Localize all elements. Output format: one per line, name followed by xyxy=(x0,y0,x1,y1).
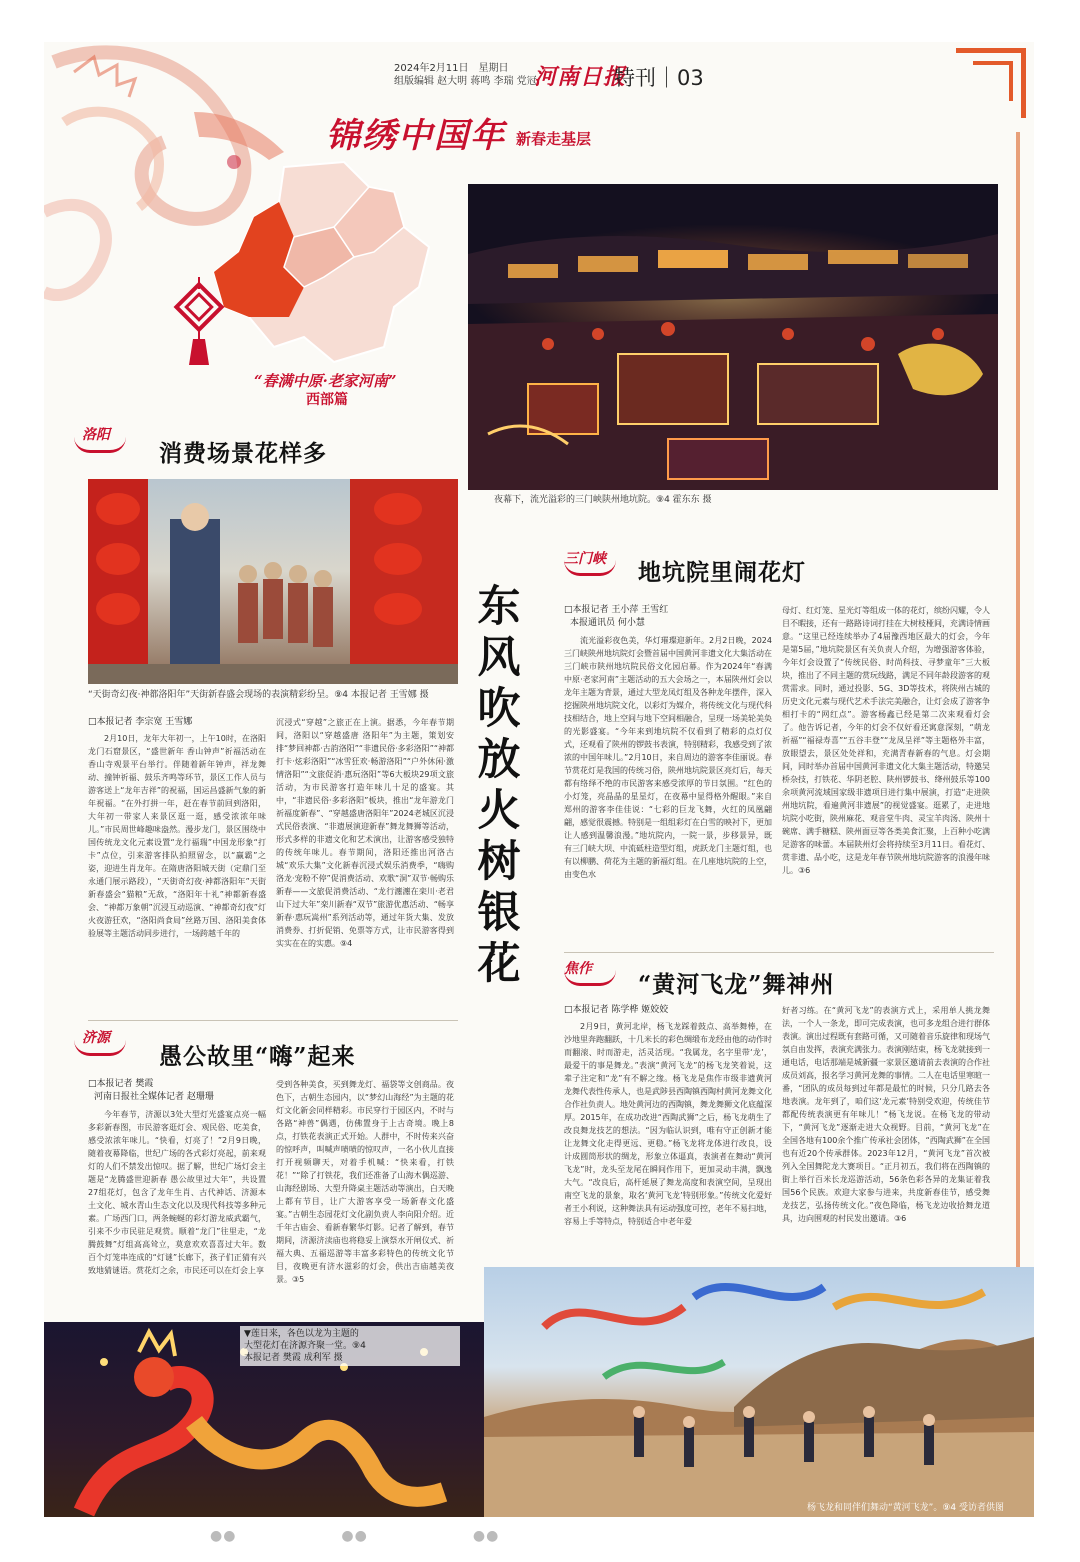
jiyuan-caption-block xyxy=(240,1326,460,1366)
jiyuan-text-col2: 受到各种美食，买到舞龙灯、福袋等文创商品。夜色下，古朝生态园内，以“梦幻山海经”为主题的花灯文化新会同样精彩。市民穿行于园区内，不时与各路“神兽”偶遇，仿佛置身于上古奇境。晚上8点，打铁花表演正式开始。人群中，不时传来兴奋的惊呼声，叫喊声啧啧的惊叹声，一名小伙儿直接打开视频聊天，对着手机喊：“快来看，打铁花！”“除了打铁花，我们还准备了山海木偶巡游、山海经剧场、大型升降桌主题活动等演出，白天晚上都有节目，让广大游客享受一场新春文化盛宴。”古朝生态园花灯文化副负责人李向阳介绍。近千年古庙会、看新春繁华灯影。记者了解到，春节期间，济源济渎庙也将稳妥上演祭水开闸仪式、祈福大典、五福巡游等丰富多彩特色的传统文化节目，夜晚更有济水滋彩的灯会，供出吉庙越美夜景。③5 xyxy=(276,1080,454,1284)
chinese-knot-icon xyxy=(169,277,229,367)
section-label: 特刊｜03 xyxy=(614,66,704,90)
sanmenxia-badge: 三门峡 xyxy=(564,551,606,567)
feature-slogan-sub: 西部篇 xyxy=(306,392,348,408)
luoyang-photo xyxy=(88,479,458,684)
jiyuan-caption-line2: 大型花灯在济源齐聚一堂。⑨4 xyxy=(244,1341,366,1351)
newspaper-page xyxy=(44,42,1034,1517)
page-footer-dots: ●● ●● ●● xyxy=(210,1528,500,1544)
sanmenxia-title: 地坑院里闹花灯 xyxy=(638,559,806,586)
jiyuan-text-col1: 今年春节，济源以3处大型灯光盛宴点亮一幅多彩新春图，市民游客逛灯会、观民俗、吃美食，感受浓浓年味儿。“快看，灯亮了！”2月9日晚，随着夜幕降临，世纪广场的各式彩灯亮起，前来观灯的人们不禁发出惊叹。据了解，世纪广场灯会主题是“龙腾盛世迎新春 愚公故里过大年”，共设置27组花灯，包含了龙年生肖、古代神话、济源本土文化、城水青山生态文化以及现代科技等多种元素。广场西门口，两条蜿蜒的彩灯游龙威武霸气，引来不少市民驻足观赏。顺着“龙门”往里走，“龙腾鼓舞”灯组高高耸立，莫意欢欢喜喜过大年。数百个灯笼串连成的“灯谜”长廊下，孩子们正猜有兴致地猜谜语。赏花灯之余，市民还可以在灯会上享 xyxy=(88,1110,266,1275)
night-lanterns-illustration-icon xyxy=(468,184,998,490)
henan-map-icon xyxy=(194,157,434,367)
cloud-ornament-icon xyxy=(74,437,126,453)
vertical-headline: 东风吹放 火树银花 xyxy=(477,582,564,989)
jiyuan-badge: 济源 xyxy=(82,1030,110,1046)
luoyang-text-col2: 沉浸式“穿越”之旅正在上演。据悉，今年春节期间，洛阳以“穿越盛唐 洛阳年”为主题，策划安排“梦回神都·古韵洛阳”“非遗民俗·多彩洛阳”“神都打卡·炫彩洛阳”“冰雪狂欢·畅游洛阳”“户外休闲·激情洛阳”“文旅促消·惠玩洛阳”等6大板块29项文旅活动，为市民游客打造年味儿十足的盛宴。其中，“非遗民俗·多彩洛阳”板块，推出“龙年游龙门 祈福度新春”、“穿越盛唐洛阳年”2024老城区沉浸式民俗表演、“非遗展演迎新春”舞龙舞狮等活动，形式多样的非遗文化和艺术演出，让游客感受独特的传统年味儿。春节期间，洛阳还推出河洛古城“欢乐大集”文化新春沉浸式娱乐消费季，“嗨购洛龙·宠粉不停”促消费活动、欢歌“洞”双节·畅购乐新春——文旅促消费活动、“龙行瀍瀍在栾川·老君山下过大年”栾川新春“双节”旅游优惠活动、“畅享新春·惠玩嵩州”系列活动等，通过年货大集、发放消费券、打折促销、免票等方式，让市民游客得到实实在在的实惠。⑨4 xyxy=(276,718,454,948)
jiyuan-byline1: □本报记者 樊霞 xyxy=(88,1079,154,1089)
section-divider xyxy=(88,1020,458,1021)
feature-slogan: “春满中原·老家河南” xyxy=(254,372,397,390)
jiaozuo-badge: 焦作 xyxy=(564,961,592,977)
hero-photo-dikengyuan xyxy=(468,184,998,490)
jiyuan-caption-line1: ▼莲日来，各色以龙为主题的 xyxy=(244,1329,359,1339)
frame-corner-decoration xyxy=(956,48,1026,118)
cloud-ornament-icon xyxy=(564,560,616,576)
luoyang-badge: 洛阳 xyxy=(82,427,110,443)
feature-subtitle: 新春走基层 xyxy=(516,130,592,148)
jiaozuo-caption: 杨飞龙和同伴们舞动“黄河飞龙”。⑨4 受访者供图 xyxy=(807,1503,1004,1513)
sanmenxia-byline1: □本报记者 王小萍 王雪红 xyxy=(564,605,669,615)
jiyuan-title: 愚公故里“嗨”起来 xyxy=(159,1043,356,1070)
jiaozuo-text-col1: 2月9日，黄河北岸，杨飞龙踩着鼓点、高举舞棒，在沙地里奔跑翻跃，十几米长的彩色绸缎布龙经由他的动作时而翻滚、时而游走，活灵活现。“我属龙，名字里带‘龙’，最爱干的事是舞龙。”表演“黄河飞龙”的杨飞龙笑着说，这辈子注定和“龙”有不解之缘。杨飞龙是焦作市级非遗黄河龙舞代表性传承人，也是武陟县西陶镇西陶村黄河龙舞文化合作社负责人。地处黄河边的西陶镇，舞龙舞狮文化底蕴深厚。2015年，在成功改进“西陶武狮”之后，杨飞龙萌生了改良舞龙技艺的想法。“因为临认识到，唯有守正创新才能让龙舞文化走得更远、更稳。”杨飞龙将龙体进行改良，设计成圆筒形状的绸龙，形象立体逼真，表演者在舞动“黄河飞龙”时，龙头至龙尾在瞬间作用下，更加灵动丰满，飘逸大气。“改良后，高杆延展了舞龙高度和表演空间，呈现出南空飞龙的景象，取名‘黄河飞龙’特别形象。”传统文化爱好者王小利说，这种舞法具有运动强度可控，老年不易扫地，容易上手等特点，特别适合中老年爱 xyxy=(564,1022,772,1226)
hero-caption: 夜幕下，流光溢彩的三门峡陕州地坑院。⑨4 霍东东 摄 xyxy=(494,495,712,505)
dragon-dance-illustration-icon xyxy=(484,1267,1034,1517)
issue-date: 2024年2月11日 星期日 xyxy=(394,63,509,74)
jiaozuo-text-col2: 好者习练。在“黄河飞龙”的表演方式上，采用单人挑龙舞法，一个人一条龙，即可完成表演，也可多龙组合进行群体表演。演出过程既有套路可循，又可随着音乐旋律和现场气氛自由发挥，表演充满张力。表演刚结束，杨飞龙就接到一通电话，电话那端是城新疆一家景区邀请前去表演的合作社成员刘高，报名学习黄河龙舞的事情。二人在电话里寒暄一番，“团队的成员每到过年都是最忙的时候，只分几路去各地表演。龙年到了，咱们这‘龙元素’特别受欢迎，传统佳节都配传统表演更有年味儿！”杨飞龙说。在杨飞龙的带动下，“黄河飞龙”逐渐走进大众视野。目前，“黄河飞龙”在全国各地有100余个推广传承社会团体，“西陶武狮”在全国也有近20个传承群体。2023年12月，“黄河飞龙”首次被列入全国舞陀龙大赛项目。“正月初五，我们将在西陶镇的街上举行百米长龙巡游活动，56条色彩各异的龙集证着我国56个民族。欢迎大家参与进来，共度新春佳节，感受舞龙技艺，弘扬传统文化。”夜色降临，杨飞龙边收拾舞龙道具，边向围观的村民发出邀请。③6 xyxy=(782,1006,990,1223)
cloud-ornament-icon xyxy=(74,1040,126,1056)
newspaper-logo: 河南日报 xyxy=(534,64,627,90)
jiaozuo-title: “黄河飞龙”舞神州 xyxy=(638,971,835,998)
sanmenxia-text-col2: 母灯、红灯笼、星光灯等组成一体的花灯，缤纷闪耀，令人目不暇接，还有一路路诗词打挂在大树枝桠间，充满诗情画意。“这里已经连续举办了4届豫西地区最大的灯会，今年是第5届，”地坑院景区有关负责人介绍，为增强游客体验，今年灯会设置了“传统民俗、时尚科技、寻梦童年”三大板块，推出了不同主题的赏玩线路，满足不同年龄段游客的观赏需求。同时，通过投影、5G、3D等技术，将陕州古城的历史文化元素与现代艺术手法完美融合，让灯会成了游客争相打卡的“网红点”。游客杨鑫已经是第二次来观看灯会了。他告诉记者，今年的灯会不仅好看还寓意深刻，“萌龙祈福”“福禄寿喜”“五谷丰登”“龙凤呈祥”等主题格外丰富，放眼望去，景区处处祥和，充满青春新春的气息。灯会期间，同时举办首届中国黄河非遗文化大集主题活动，特邀吴桥杂技，打铁花、华阴老腔、陕州锣鼓书、绛州鼓乐等100余项黄河流域国家级非遗项目进行集中展演，打造“走进陕州地坑院，看遍黄河非遗展”的视觉盛宴。逛累了，走进地坑院小吃街，陕州麻花、观音堂牛肉、灵宝羊肉汤、陕州十碗席、满手糖糕、陕州面豆等各类美食汇聚，上百种小吃满足游客的味蕾。本届陕州灯会将持续至3月11日。看花灯、赏非遗、品小吃，这是龙年春节陕州地坑院游客的浪漫年味儿。③6 xyxy=(782,606,990,875)
jiyuan-caption-line3: 本报记者 樊霞 成利军 摄 xyxy=(244,1353,343,1363)
sanmenxia-byline2: 本报通讯员 何小慧 xyxy=(570,618,645,628)
jiaozuo-dragon-dance-photo xyxy=(484,1267,1034,1517)
feature-title: 锦绣中国年 xyxy=(326,116,506,156)
luoyang-title: 消费场景花样多 xyxy=(159,440,327,467)
jiyuan-byline2: 河南日报社全媒体记者 赵珊珊 xyxy=(94,1092,214,1102)
cloud-ornament-icon xyxy=(564,970,616,986)
header-date-block xyxy=(394,62,537,88)
luoyang-text-col1: 2月10日，龙年大年初一，上午10时，在洛阳龙门石窟景区，“盛世新年 香山钟声”祈福活动在香山寺观景平台举行。伴随着新年钟声，祥龙舞动、撞钟祈福、鼓乐齐鸣等环节，景区工作人员与游客送上“龙年吉祥”的祝福，国运昌盛新气象的新年祝福。“在外打拼一年，赶在春节前回到洛阳，大年初一带家人来景区逛一逛，感受浓浓年味儿。”市民周世峰趣味盎然。漫步龙门，景区围绕中国传统龙文化元素设置“龙行福瑞”中国龙形象“打卡”点位，引来游客排队拍照留念，以“赢霸”之姿，迎进生肖龙年。在隋唐洛阳城天街（定鼎门至永通门展示路段），“天街奇幻夜·神都洛阳年”天街新春盛会“猫粮”无敌，“洛阳年十礼”神都新春盛会、“神都万象朝”沉浸互动巡演、“神都奇幻夜”灯火夜游狂欢，“洛阳尚食局”丝路万国、洛阳美食体验展等主题活动同步进行，一场跨越千年的 xyxy=(88,734,266,938)
luoyang-byline: □本报记者 李宗宽 王雪娜 xyxy=(88,717,193,727)
luoyang-caption: “天街奇幻夜·神都洛阳年”天街新春盛会现场的表演精彩纷呈。⑨4 本报记者 王雪娜 摄 xyxy=(88,690,429,700)
section-divider xyxy=(564,952,994,953)
luoyang-performance-illustration-icon xyxy=(88,479,458,684)
layout-editors: 组版编辑 赵大明 蒋鸣 李瑞 党冠 xyxy=(394,76,537,87)
sanmenxia-text-col1: 流光溢彩夜色美，华灯璀璨迎新年。2月2日晚，2024三门峡陕州地坑院灯会暨首届中国黄河非遗文化大集活动在三门峡市陕州地坑院民俗文化园启幕。作为2024年“春满中原·老家河南”主题活动的五大会场之一，本届陕州灯会以龙年主题为背景，通过大型龙凤灯组及各种龙年摆件，深入挖掘陕州地坑院文化，以彩灯为媒介，将传统文化与现代科技相结合，地上空间与地下空间相融合，呈现一场美轮美奂的光影盛宴。“今年来到地坑院不仅看到了精彩的点灯仪式，还观看了陕州的锣鼓书表演，特别精彩，我感受到了浓浓的中国年味儿。”2月10日，来自周边的游客李佳丽说。春节赏花灯是我国的传统习俗，陕州地坑院景区亮灯后，每天都有络绎不绝的市民游客来感受浓厚的节日氛围。“红色的小灯笼，亮晶晶的星星灯，在夜幕中显得格外醒眼。”来自郑州的游客李佳佳说：“七彩的巨龙飞舞，火红的凤凰翩翩，感觉很震撼。特别是一组组彩灯在白雪的映衬下，更加让人感到温馨浪漫。”地坑院内，一院一景，步移景异，既有三门峡大坝、中流砥柱造型灯组，虎跃龙门主题灯组，也有以柳鹏、荷花为主题的新福灯组。在几座地坑院的上空，由变色水 xyxy=(564,636,772,879)
frame-right-border xyxy=(1016,132,1020,1392)
jiaozuo-byline: □本报记者 陈学桦 姬姣姣 xyxy=(564,1005,669,1015)
